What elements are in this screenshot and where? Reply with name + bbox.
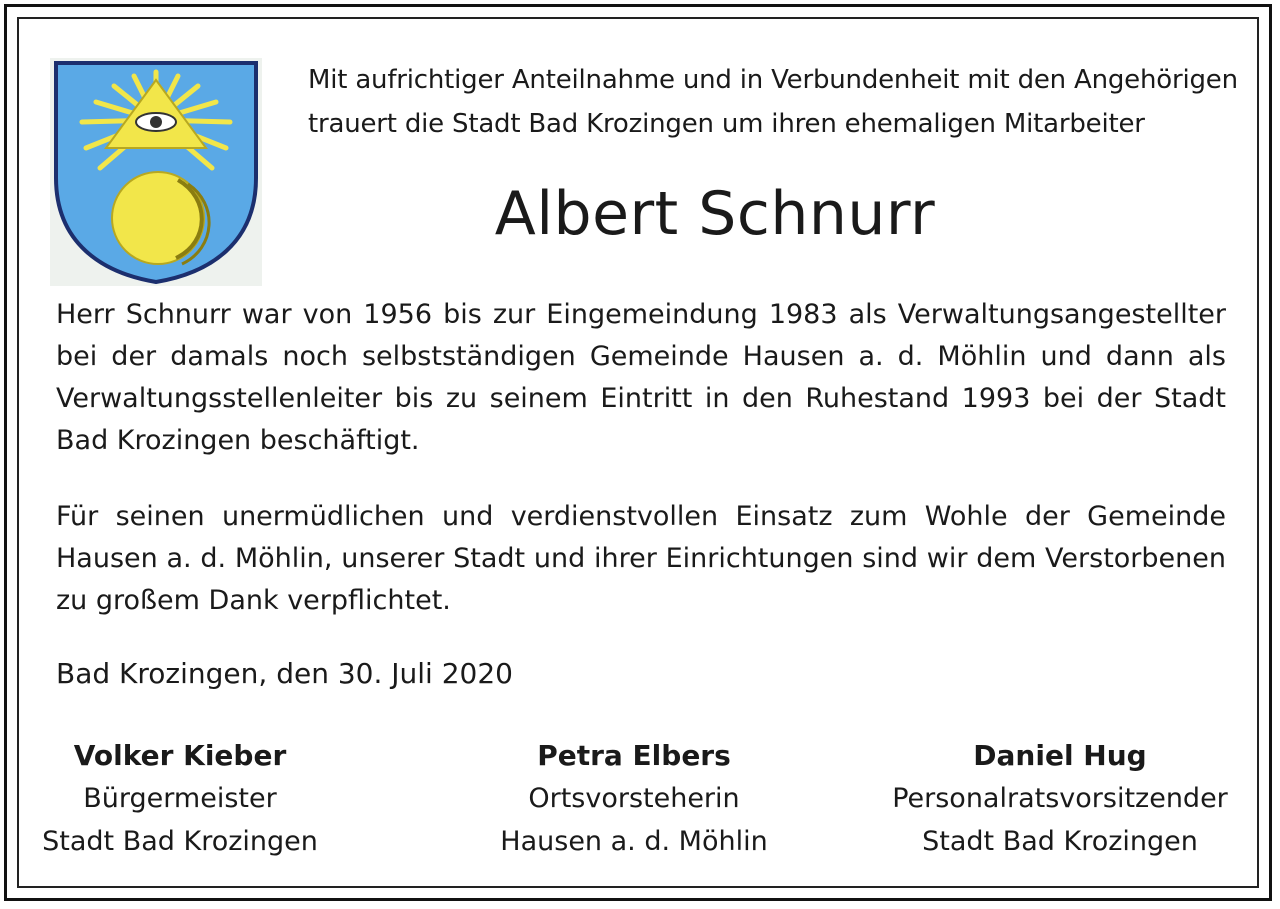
signatory-role: Bürgermeister	[83, 783, 277, 814]
signatory-org: Stadt Bad Krozingen	[42, 826, 318, 857]
signatory-org: Hausen a. d. Möhlin	[500, 826, 768, 857]
gratitude-paragraph: Für seinen unermüdlichen und verdienstvollen Einsatz zum Wohle der Gemeinde Hausen a. d. Möhlin, unserer Stadt und ihrer Einrichtungen sind wir dem Verstorbenen zu großem Dank verpflichtet.	[56, 501, 1226, 616]
signatory-role: Ortsvorsteherin	[528, 783, 740, 814]
intro-text	[308, 58, 1238, 146]
deceased-name: Albert Schnurr	[494, 179, 936, 249]
biography-paragraph: Herr Schnurr war von 1956 bis zur Eingemeindung 1983 als Verwaltungsangestellter bei der damals noch selbstständigen Gemeinde Hausen a. d. Möhlin und dann als Verwaltungsstellenleiter bis zu seinem Eintritt in den Ruhestand 1993 bei der Stadt Bad Krozingen beschäftigt.	[56, 299, 1226, 456]
place-date: Bad Krozingen, den 30. Juli 2020	[56, 657, 513, 690]
signatory-name: Volker Kieber	[73, 739, 287, 772]
signatory-local-head	[474, 734, 794, 863]
signatory-org: Stadt Bad Krozingen	[922, 826, 1198, 857]
coat-of-arms-icon	[50, 58, 262, 286]
signatory-role: Personalratsvorsitzender	[892, 783, 1228, 814]
intro-line-2: trauert die Stadt Bad Krozingen um ihren ehemaligen Mitarbeiter	[308, 109, 1145, 139]
intro-line-1: Mit aufrichtiger Anteilnahme und in Verbundenheit mit den Angehörigen	[308, 65, 1238, 95]
signatory-name: Petra Elbers	[537, 739, 731, 772]
signatory-staff-council	[880, 734, 1240, 863]
signatory-mayor	[40, 734, 320, 863]
signatory-name: Daniel Hug	[973, 739, 1147, 772]
